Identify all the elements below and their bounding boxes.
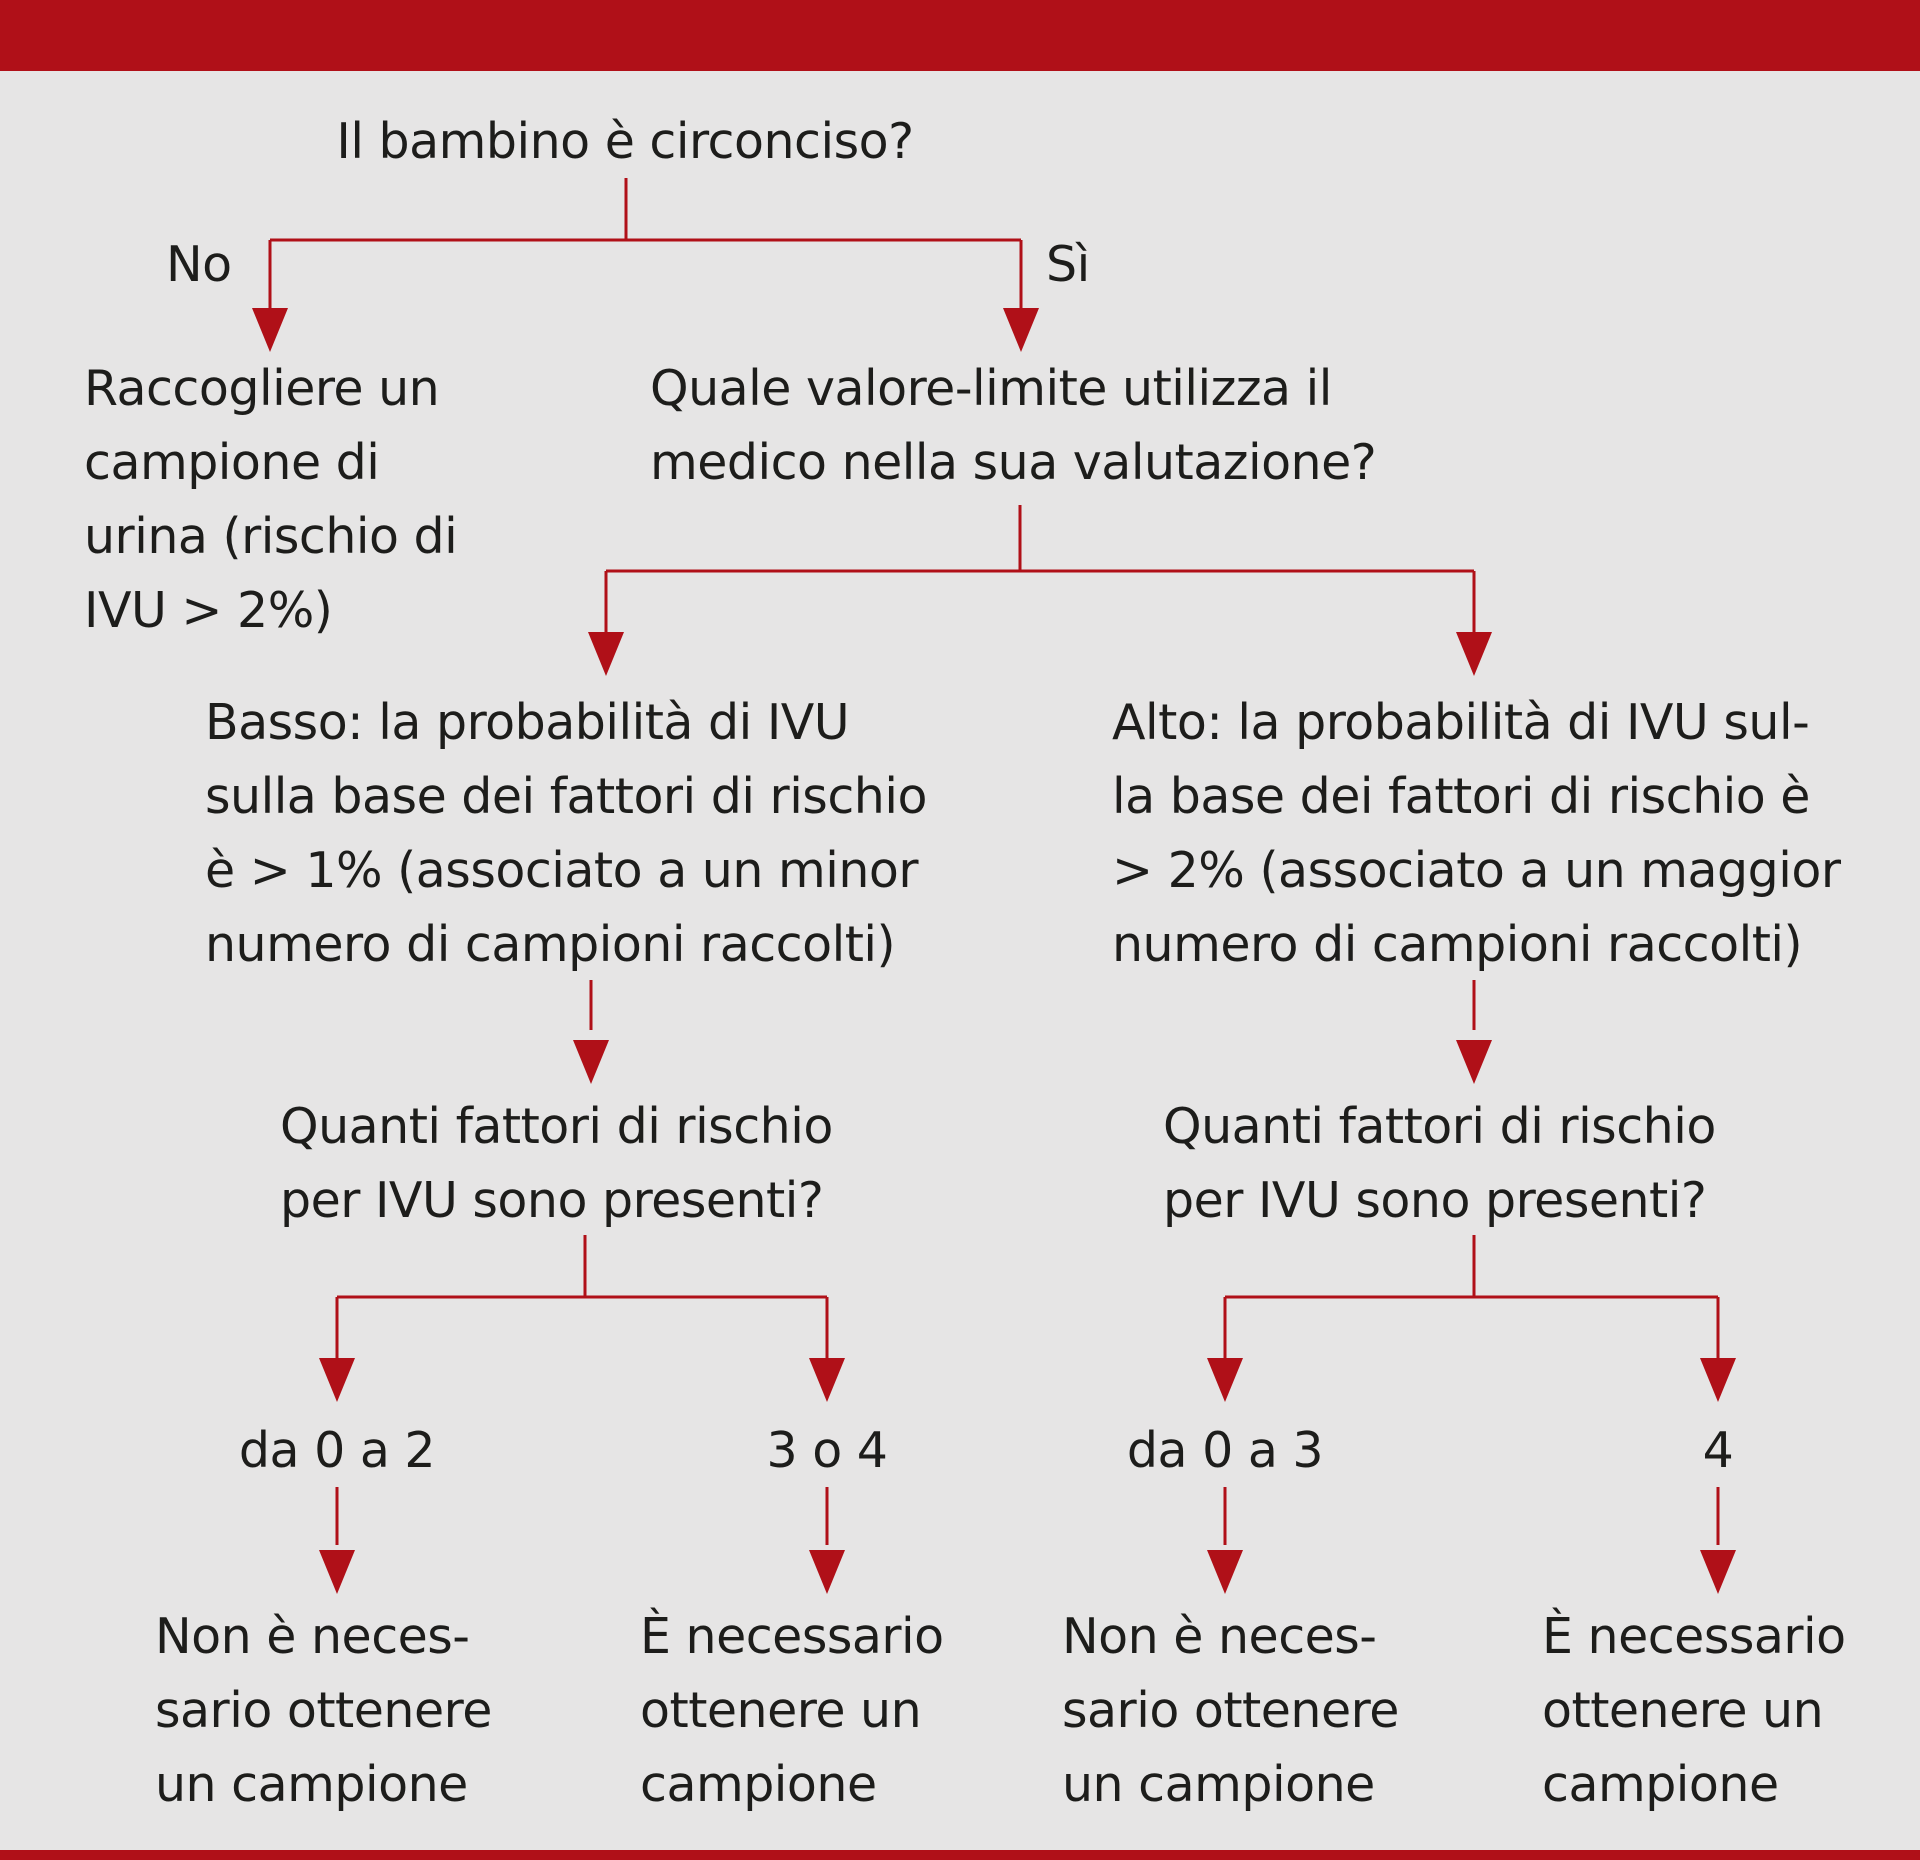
arrowhead-left-high xyxy=(809,1358,845,1402)
connector-threshold-split xyxy=(606,505,1474,571)
node-low-threshold: Basso: la probabilità di IVU sulla base dei fattori di rischio è > 1% (associato a un minor numero di campioni raccolti) xyxy=(205,694,927,973)
arrowhead-no xyxy=(252,308,288,352)
arrowhead-right-high xyxy=(1700,1358,1736,1402)
arrowhead-yes xyxy=(1003,308,1039,352)
range-left-low: da 0 a 2 xyxy=(238,1422,436,1479)
question-factors-right: Quanti fattori di rischio per IVU sono presenti? xyxy=(1163,1098,1716,1229)
branch-label-yes: Sì xyxy=(1046,236,1090,293)
outcome-no-sample-right: Non è neces- sario ottenere un campione xyxy=(1062,1608,1399,1813)
range-right-low: da 0 a 3 xyxy=(1126,1422,1324,1479)
connector-left-factors-split xyxy=(337,1235,827,1297)
range-left-high: 3 o 4 xyxy=(766,1422,888,1479)
outcome-sample-left: È necessario ottenere un campione xyxy=(640,1608,944,1813)
question-circumcised: Il bambino è circonciso? xyxy=(336,113,914,170)
footer-bar xyxy=(0,1850,1920,1860)
arrowhead-high xyxy=(1456,632,1492,676)
arrowhead-outcome-1 xyxy=(319,1550,355,1594)
range-right-high: 4 xyxy=(1702,1422,1734,1479)
arrowhead-high-factors xyxy=(1456,1040,1492,1084)
arrowhead-left-low xyxy=(319,1358,355,1402)
connector-right-factors-split xyxy=(1225,1235,1718,1297)
arrowhead-right-low xyxy=(1207,1358,1243,1402)
arrowhead-outcome-3 xyxy=(1207,1550,1243,1594)
branch-label-no: No xyxy=(166,236,232,293)
node-high-threshold: Alto: la probabilità di IVU sul- la base dei fattori di rischio è > 2% (associato a un maggior numero di campioni raccolti) xyxy=(1112,694,1841,973)
question-threshold: Quale valore-limite utilizza il medico nella sua valutazione? xyxy=(650,360,1377,491)
outcome-no-sample-left: Non è neces- sario ottenere un campione xyxy=(155,1608,492,1813)
node-collect-sample: Raccogliere un campione di urina (rischio di IVU > 2%) xyxy=(84,360,458,639)
outcome-sample-right: È necessario ottenere un campione xyxy=(1542,1608,1846,1813)
arrowhead-low xyxy=(588,632,624,676)
arrowhead-outcome-4 xyxy=(1700,1550,1736,1594)
connector-circumcised-split xyxy=(270,178,1021,240)
arrowhead-low-factors xyxy=(573,1040,609,1084)
arrowhead-outcome-2 xyxy=(809,1550,845,1594)
question-factors-left: Quanti fattori di rischio per IVU sono presenti? xyxy=(280,1098,833,1229)
